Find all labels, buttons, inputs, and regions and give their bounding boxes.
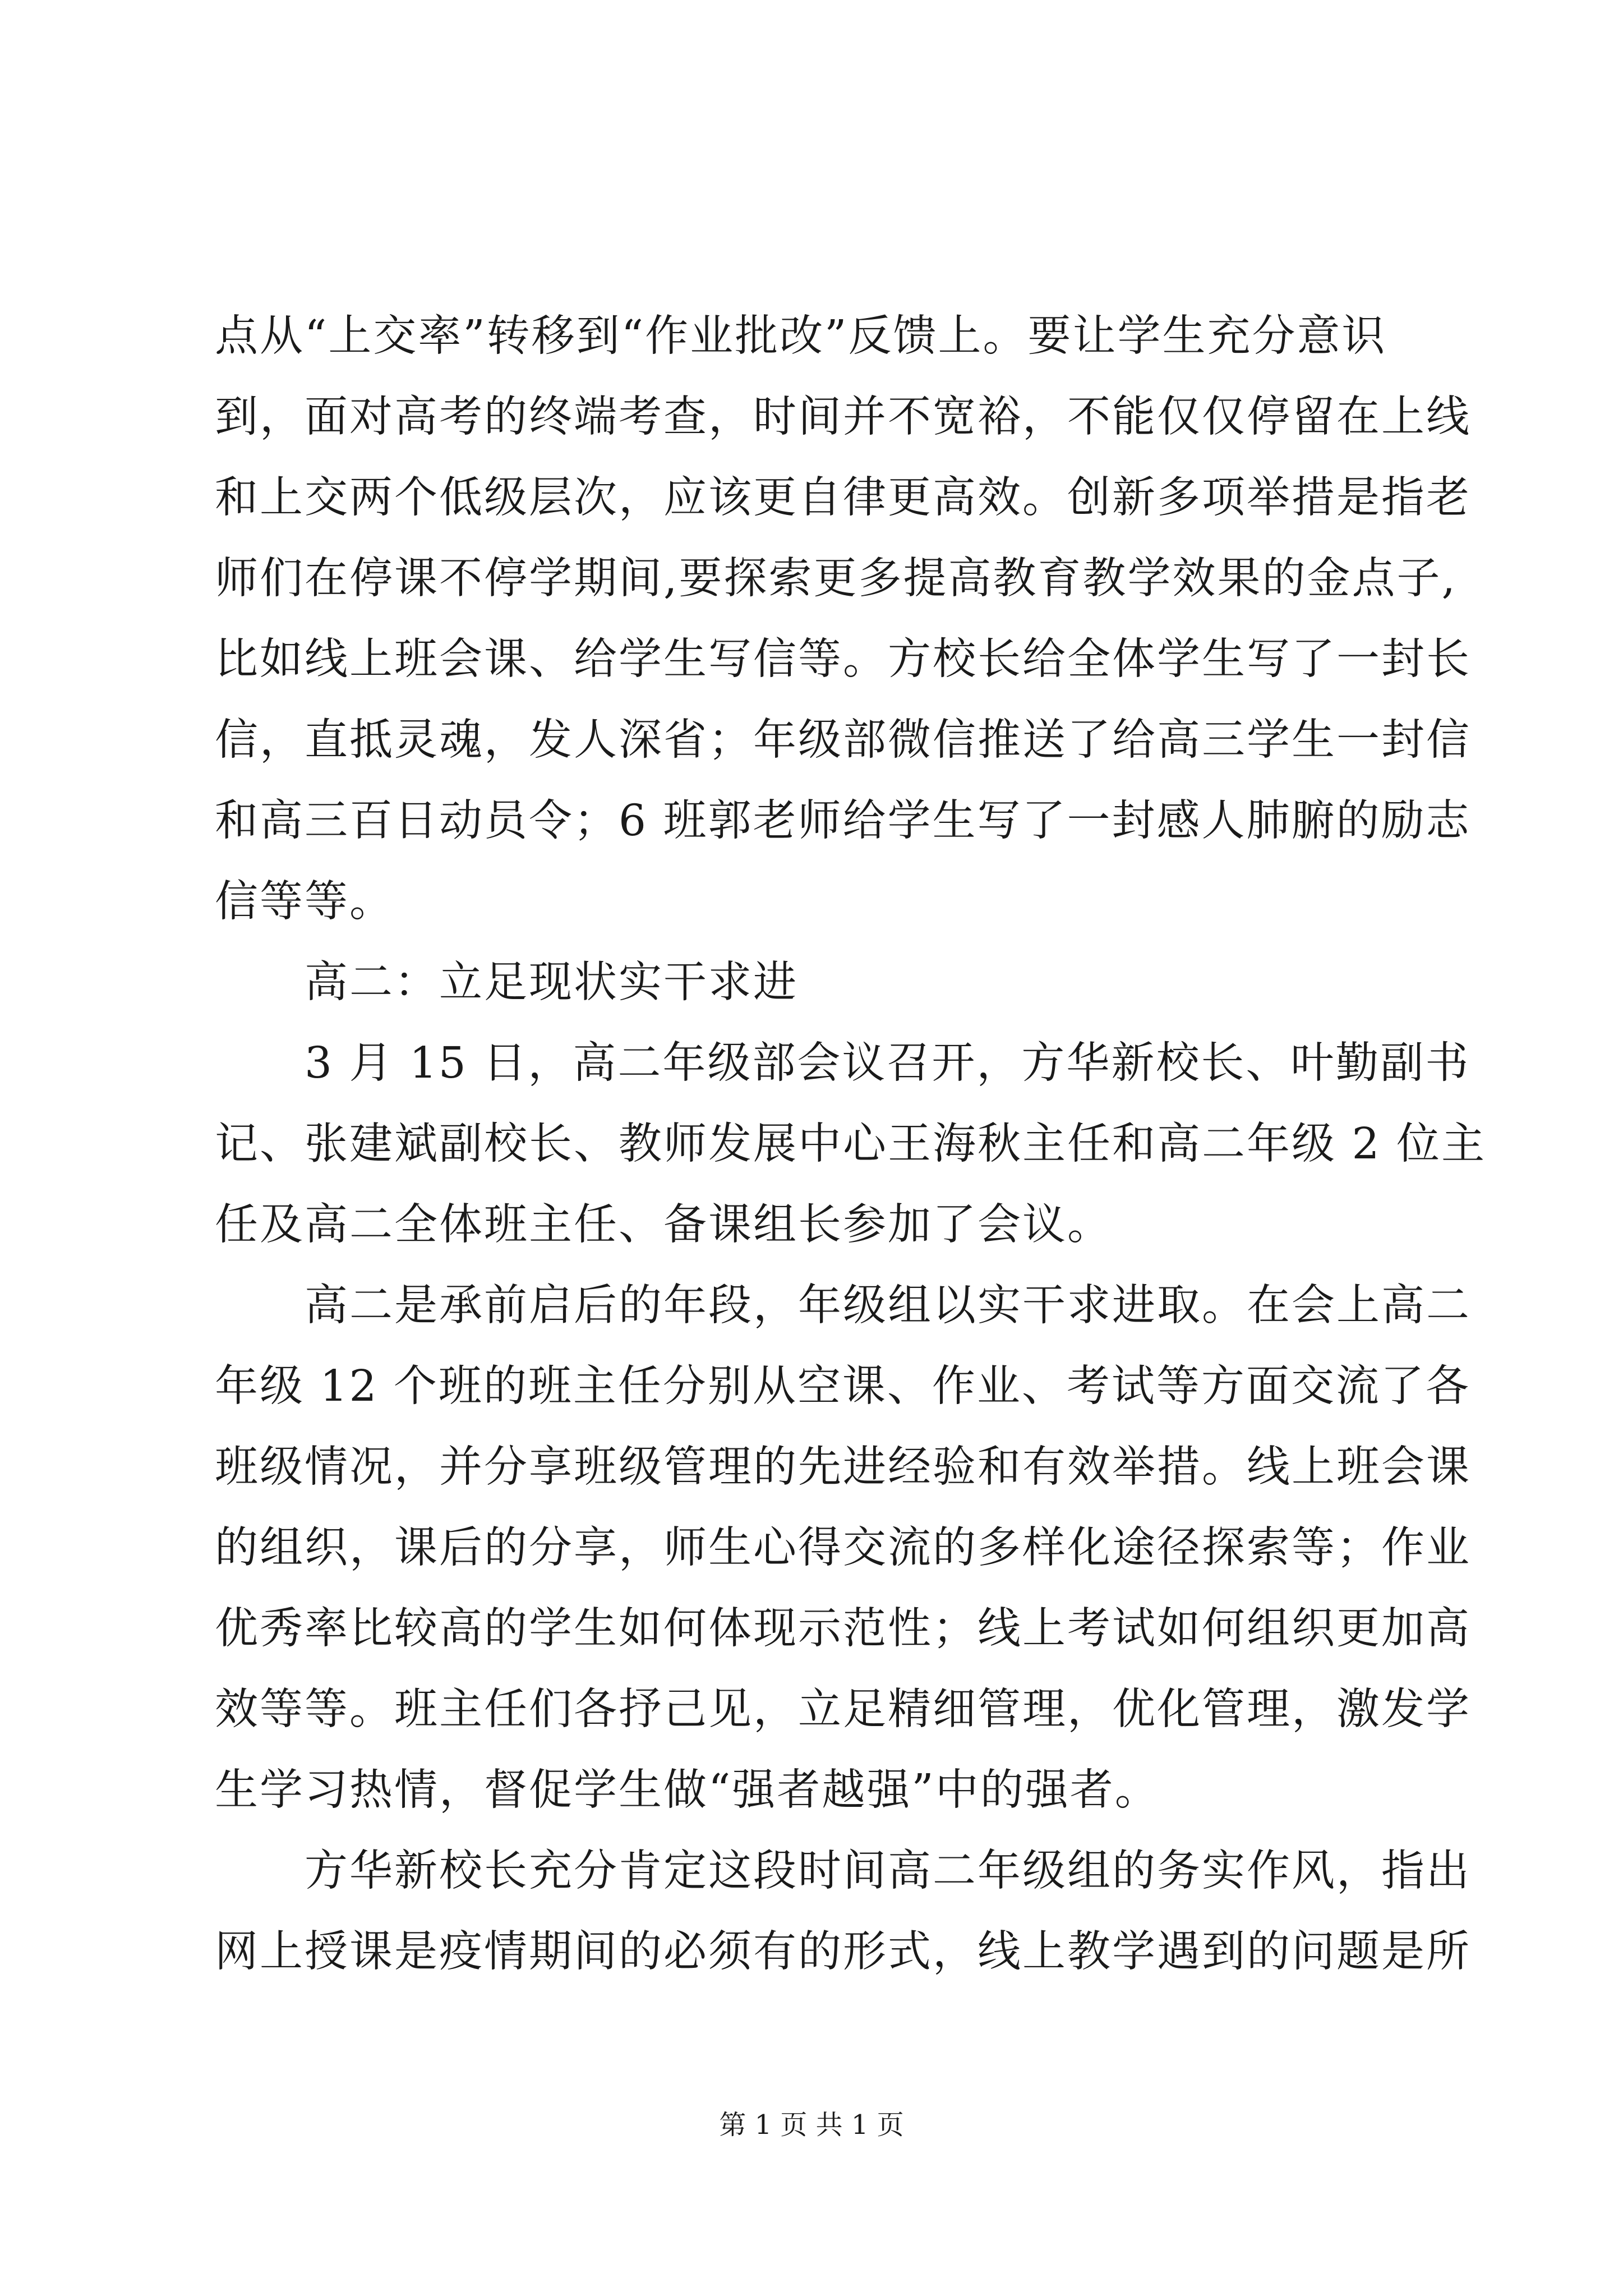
text-line: 信，直抵灵魂，发人深省；年级部微信推送了给高三学生一封信	[215, 715, 1471, 765]
text-line: 和上交两个低级层次，应该更自律更高效。创新多项举措是指老	[215, 473, 1471, 523]
text-line: 任及高二全体班主任、备课组长参加了会议。	[215, 1200, 1112, 1250]
text-line: 比如线上班会课、给学生写信等。方校长给全体学生写了一封长	[215, 634, 1471, 684]
text-line: 师们在停课不停学期间,要探索更多提高教育教学效果的金点子,	[215, 554, 1457, 604]
text-line: 网上授课是疫情期间的必须有的形式，线上教学遇到的问题是所	[215, 1927, 1471, 1977]
document-body	[215, 296, 1486, 1993]
text-line: 高二：立足现状实干求进	[305, 958, 798, 1007]
text-line: 3 月 15 日，高二年级部会议召开，方华新校长、叶勤副书	[305, 1038, 1470, 1088]
text-line: 到，面对高考的终端考查，时间并不宽裕，不能仅仅停留在上线	[215, 392, 1471, 442]
text-line: 年级 12 个班的班主任分别从空课、作业、考试等方面交流了各	[215, 1361, 1470, 1411]
text-line: 高二是承前启后的年段，年级组以实干求进取。在会上高二	[305, 1281, 1471, 1331]
text-line: 记、张建斌副校长、教师发展中心王海秋主任和高二年级 2 位主	[215, 1119, 1486, 1169]
text-line: 效等等。班主任们各抒己见，立足精细管理，优化管理，激发学	[215, 1685, 1471, 1734]
text-line: 班级情况，并分享班级管理的先进经验和有效举措。线上班会课	[215, 1442, 1471, 1492]
text-line: 和高三百日动员令；6 班郭老师给学生写了一封感人肺腑的励志	[215, 796, 1471, 846]
text-line: 点从“上交率”转移到“作业批改”反馈上。要让学生充分意识	[215, 311, 1387, 361]
text-line: 优秀率比较高的学生如何体现示范性；线上考试如何组织更加高	[215, 1604, 1471, 1654]
text-line: 方华新校长充分肯定这段时间高二年级组的务实作风，指出	[305, 1846, 1471, 1896]
page-footer: 第 1 页 共 1 页	[719, 2109, 904, 2141]
text-line: 生学习热情，督促学生做“强者越强”中的强者。	[215, 1765, 1160, 1815]
text-line: 的组织，课后的分享，师生心得交流的多样化途径探索等；作业	[215, 1523, 1471, 1573]
text-line: 信等等。	[215, 877, 394, 927]
